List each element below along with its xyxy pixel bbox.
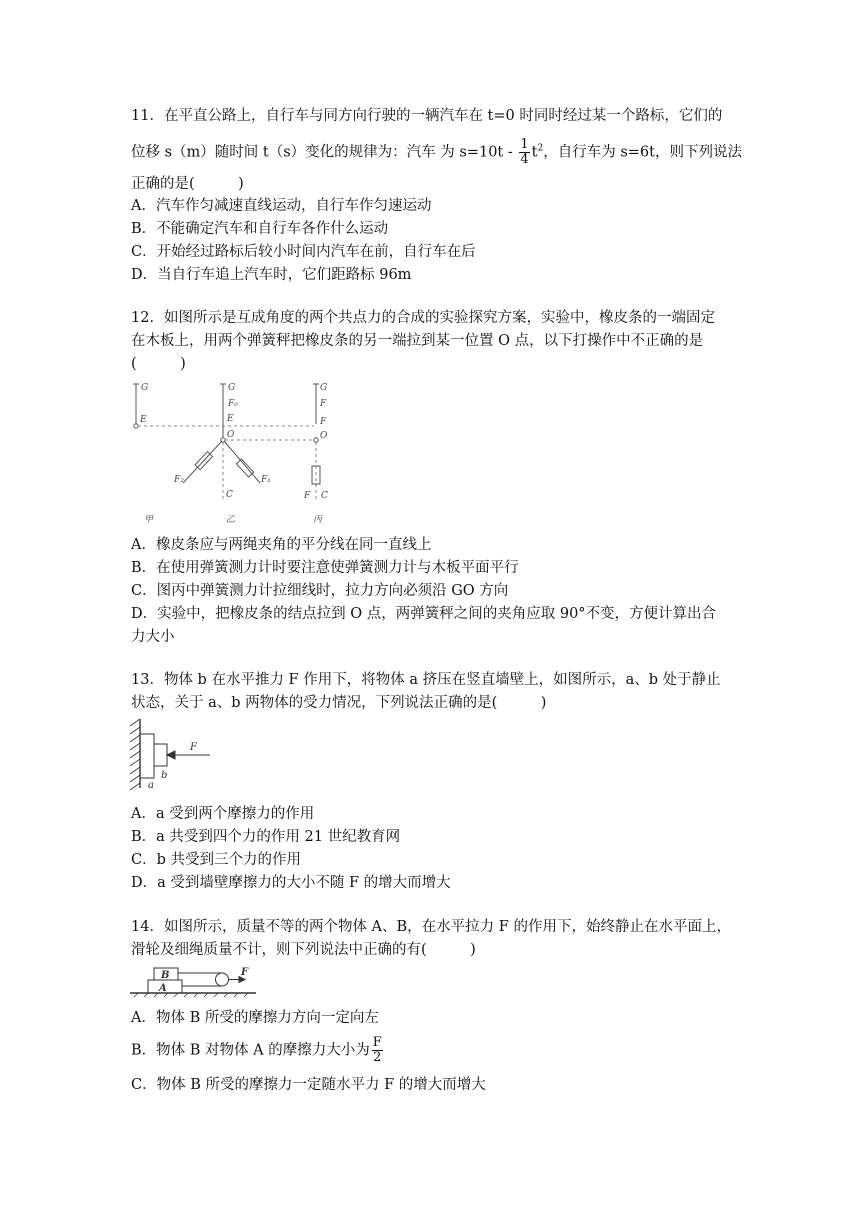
fig12-label-e2: E <box>227 414 234 424</box>
q11-t: t <box>531 144 538 161</box>
fig13-label-a: a <box>148 780 154 791</box>
fig12-label-o2: O <box>320 431 328 441</box>
fig12-label-f0: F₀ <box>228 399 238 409</box>
q12-stem-line1: 12．如图所示是互成角度的两个共点力的合成的实验探究方案，实验中，橡皮条的一端固定 <box>131 310 715 326</box>
q14-option-a: A．物体 B 所受的摩擦力方向一定向左 <box>131 1010 379 1026</box>
q14-fraction-numerator: F <box>372 1035 382 1050</box>
fig12-label-c2: C <box>321 491 328 501</box>
q11-stem-line2 <box>131 138 742 167</box>
q11-fraction-denominator: 4 <box>520 152 529 167</box>
q11-option-d: D．当自行车追上汽车时，它们距路标 96m <box>131 267 412 283</box>
fig12-label-f4: F <box>320 417 327 427</box>
fig14-label-b: B <box>161 970 170 981</box>
fig12-label-c1: C <box>226 490 233 500</box>
q13-stem-line1: 13．物体 b 在水平推力 F 作用下，将物体 a 挤压在竖直墙壁上，如图所示，a、b 处于静止 <box>131 672 721 688</box>
q14-option-c: C．物体 B 所受的摩擦力一定随水平力 F 的增大而增大 <box>131 1077 486 1093</box>
q14-stem-line2: 滑轮及细绳质量不计，则下列说法中正确的有( ) <box>131 942 476 958</box>
q13-figure <box>128 716 218 794</box>
fig12-label-g2: G <box>228 383 236 393</box>
q12-stem-line3: ( ) <box>131 356 186 372</box>
q13-option-c: C．b 共受到三个力的作用 <box>131 852 301 868</box>
q14-stem-line1: 14．如图所示，质量不等的两个物体 A、B，在水平拉力 F 的作用下，始终静止在水平面上， <box>131 919 731 935</box>
q12-stem-line2: 在木板上，用两个弹簧秤把橡皮条的另一端拉到某一位置 O 点，以下打操作中不正确的是 <box>131 333 704 349</box>
q14-option-b-text: B．物体 B 对物体 A 的摩擦力大小为 <box>131 1042 370 1059</box>
q12-option-d: D．实验中，把橡皮条的结点拉到 O 点，两弹簧秤之间的夹角应取 90°不变，方便计算出合 <box>131 606 717 622</box>
fig12-label-g1: G <box>141 383 149 393</box>
q13-option-d: D．a 受到墙壁摩擦力的大小不随 F 的增大而增大 <box>131 875 451 891</box>
q11-stem-line2-pre: 位移 s（m）随时间 t（s）变化的规律为：汽车 为 s=10t - <box>131 144 513 161</box>
q14-fraction-denominator: 2 <box>373 1050 382 1065</box>
fig12-label-g3: G <box>320 383 328 393</box>
q13-stem-line2: 状态，关于 a、b 两物体的受力情况，下列说法正确的是( ) <box>131 695 547 711</box>
q13-option-a: A．a 受到两个摩擦力的作用 <box>131 806 315 822</box>
q12-option-b: B．在使用弹簧测力计时要注意使弹簧测力计与木板平面平行 <box>131 560 519 576</box>
fig12-label-f1: F₁ <box>261 475 271 485</box>
q13-option-b: B．a 共受到四个力的作用 21 世纪教育网 <box>131 829 401 845</box>
fig14-label-a: A <box>159 983 167 994</box>
fig13-label-f: F <box>190 742 197 753</box>
q12-option-c: C．图丙中弹簧测力计拉细线时，拉力方向必须沿 GO 方向 <box>131 583 509 599</box>
q14-figure <box>128 963 258 999</box>
q14-option-b <box>131 1036 385 1065</box>
fig12-caption-yi: 乙 <box>226 515 236 525</box>
fig12-caption-bing: 丙 <box>313 515 323 525</box>
fig14-label-f: F <box>241 967 249 978</box>
q14-fraction <box>372 1036 383 1065</box>
q11-exponent: 2 <box>537 143 544 154</box>
q11-option-c: C．开始经过路标后较小时间内汽车在前，自行车在后 <box>131 244 476 260</box>
q11-fraction-numerator: 1 <box>520 137 529 152</box>
fig12-label-e1: E <box>140 415 147 425</box>
fig13-label-b: b <box>161 770 168 781</box>
q12-figure <box>128 380 348 525</box>
fig12-label-f2: F₂ <box>174 475 184 485</box>
q11-option-b: B．不能确定汽车和自行车各作什么运动 <box>131 221 389 237</box>
fig12-label-f5: F <box>304 491 311 501</box>
q11-fraction <box>519 138 529 167</box>
q12-option-a: A．橡皮条应与两绳夹角的平分线在同一直线上 <box>131 537 432 553</box>
fig12-label-o1: O <box>227 430 235 440</box>
q12-option-d-cont: 力大小 <box>131 629 175 645</box>
fig12-label-f3: F <box>320 399 327 409</box>
fig12-caption-jia: 甲 <box>144 515 154 525</box>
q11-stem-line3: 正确的是( ) <box>131 176 244 192</box>
q11-option-a: A．汽车作匀减速直线运动，自行车作匀速运动 <box>131 198 432 214</box>
q11-stem-line2-post: ，自行车为 s=6t，则下列说法 <box>543 144 742 161</box>
q11-stem-line1: 11．在平直公路上，自行车与同方向行驶的一辆汽车在 t=0 时同时经过某一个路标，它们的 <box>131 108 723 124</box>
